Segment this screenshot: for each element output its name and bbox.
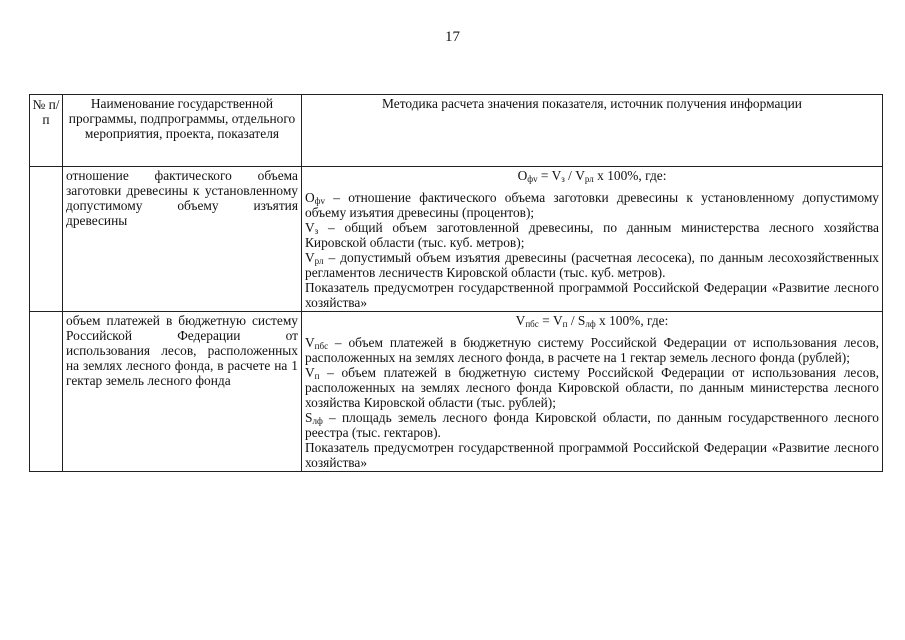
indicator-name: объем платежей в бюджетную систему Российской Федерации от использования лесов, расположенных на землях лесного фонда, в расчете на 1 гектар земель лесного фонда	[63, 312, 302, 472]
definition: $S_{лф}$ – площадь земель лесного фонда Кировской области, по данным государственного лесного реестра (тыс. гектаров).	[305, 410, 879, 440]
page-number: 17	[445, 29, 460, 45]
table-row	[30, 312, 883, 472]
table-row	[30, 167, 883, 312]
definition: $V_п$ – объем платежей в бюджетную систему Российской Федерации от использования лесов, расположенных на землях лесного фонда Кировской области, по данным министерства лесного хозяйства Кировской области (тыс. рублей);	[305, 365, 879, 410]
row-number	[30, 167, 63, 312]
indicator-method	[302, 312, 883, 472]
formula: $V_{пбс} = V_п / S_{лф}$ x 100%, где:	[515, 313, 669, 329]
header-method: Методика расчета значения показателя, источник получения информации	[302, 95, 883, 167]
definition: $V_з$ – общий объем заготовленной древесины, по данным министерства лесного хозяйства Кировской области (тыс. куб. метров);	[305, 220, 879, 250]
table-header-row	[30, 95, 883, 167]
definition: $V_{рл}$ – допустимый объем изъятия древесины (расчетная лесосека), по данным лесохозяйственных регламентов лесничеств Кировской области (тыс. куб. метров).	[305, 250, 879, 280]
source-note: Показатель предусмотрен государственной программой Российской Федерации «Развитие лесного хозяйства»	[305, 440, 879, 470]
definition: $V_{пбс}$ – объем платежей в бюджетную систему Российской Федерации от использования лесов, расположенных на землях лесного фонда, в расчете на 1 гектар земель лесного фонда (рублей);	[305, 335, 879, 365]
indicator-name: отношение фактического объема заготовки древесины к установленному допустимому объему изъятия древесины	[63, 167, 302, 312]
indicator-method	[302, 167, 883, 312]
definition: $О_{фv}$ – отношение фактического объема заготовки древесины к установленному допустимому объему изъятия древесины (процентов);	[305, 190, 879, 220]
header-name: Наименование государственной программы, подпрограммы, отдельного мероприятия, проекта, показателя	[63, 95, 302, 167]
formula: $О_{фv} = V_з / V_{рл}$ x 100%, где:	[517, 168, 667, 184]
indicator-table	[29, 94, 883, 472]
source-note: Показатель предусмотрен государственной программой Российской Федерации «Развитие лесного хозяйства»	[305, 280, 879, 310]
header-number: № п/п	[30, 95, 63, 167]
row-number	[30, 312, 63, 472]
